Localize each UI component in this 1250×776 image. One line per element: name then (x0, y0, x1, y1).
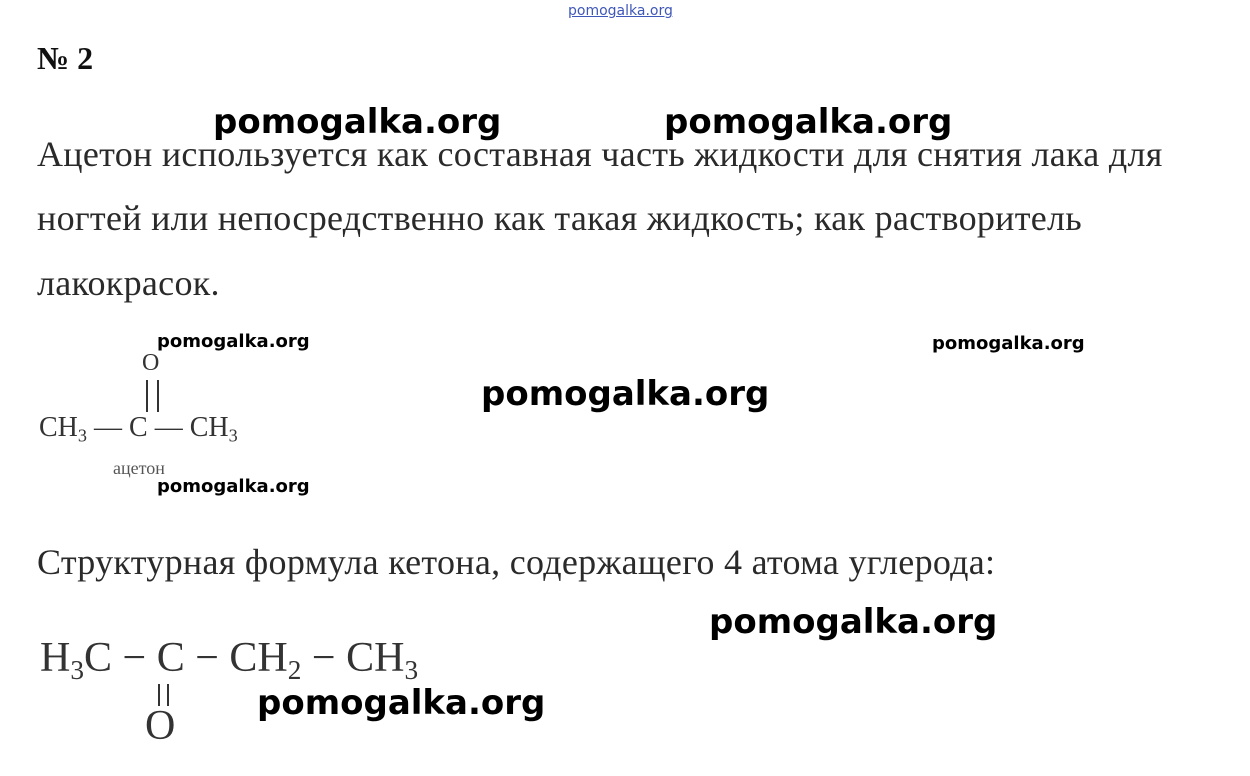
acetone-chain (39, 412, 238, 446)
acetone-left-group: CH (39, 412, 78, 443)
butanone-group-1: $H_3C$ (40, 635, 113, 686)
watermark: pomogalka.org (213, 102, 502, 142)
paragraph-line-2: ногтей или непосредственно как такая жидкость; как растворитель (37, 198, 1083, 238)
task-number: № 2 (37, 40, 94, 76)
ketone-statement: Структурная формула кетона, содержащего 4 атома углерода: (37, 542, 996, 582)
paragraph-line-1: Ацетон используется как составная часть жидкости для снятия лака для (37, 134, 1163, 174)
acetone-left-subscript: 3 (77, 425, 87, 446)
watermark: pomogalka.org (932, 333, 1085, 354)
butanone-bond-3: − (311, 635, 336, 681)
paragraph-line-3: лакокрасок. (37, 263, 220, 303)
butanone-chain (40, 634, 418, 686)
watermark: pomogalka.org (157, 331, 310, 352)
butanone-group-4: $CH_3$ (346, 635, 419, 686)
butanone-bond-1: − (122, 635, 147, 681)
acetone-center-carbon: C (129, 412, 148, 443)
butanone-bond-2: − (195, 635, 219, 681)
acetone-bond-left: — (94, 412, 122, 443)
acetone-right-group: CH (189, 412, 229, 443)
acetone-caption: ацетон (113, 458, 165, 478)
acetone-right-subscript: 3 (228, 425, 238, 446)
butanone-oxygen: O (145, 703, 176, 749)
butanone-center-carbon: C (156, 635, 185, 681)
acetone-oxygen: O (142, 350, 160, 376)
acetone-double-bond (146, 380, 159, 412)
watermark: pomogalka.org (481, 374, 770, 414)
watermark: pomogalka.org (257, 683, 546, 723)
watermark: pomogalka.org (157, 476, 310, 497)
acetone-bond-right: — (154, 412, 183, 443)
watermark: pomogalka.org (709, 602, 998, 642)
watermark: pomogalka.org (664, 102, 953, 142)
butanone-group-3: $CH_2$ (229, 635, 302, 686)
site-link[interactable]: pomogalka.org (568, 3, 673, 19)
